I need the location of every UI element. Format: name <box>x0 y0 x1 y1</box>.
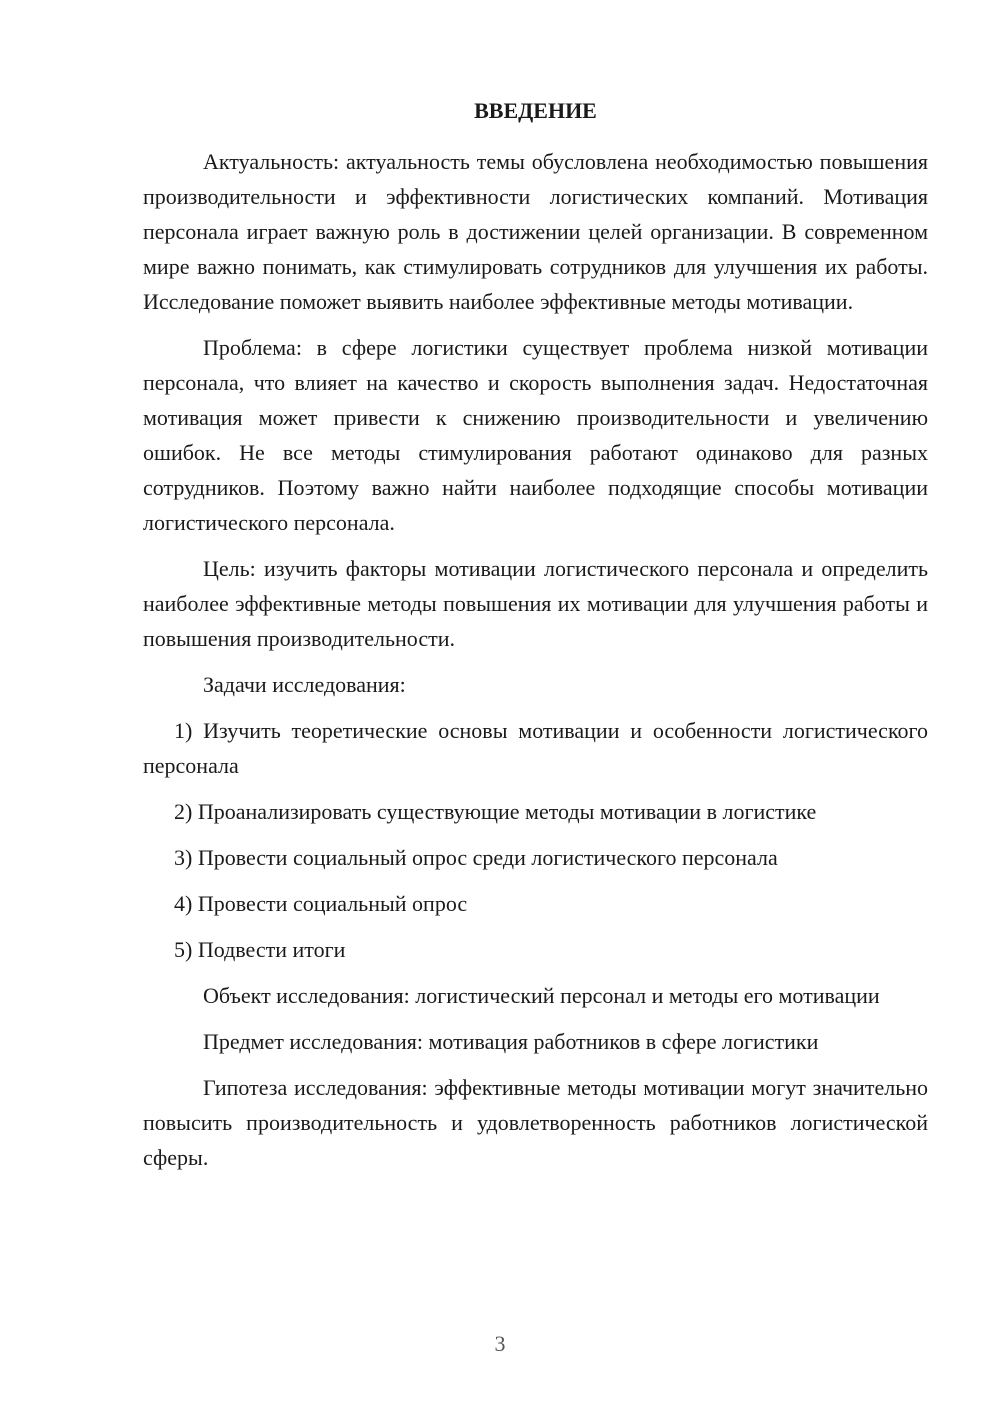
problem-paragraph: Проблема: в сфере логистики существует проблема низкой мотивации персонала, что влияет на качество и скорость выполнения задач. Недостаточная мотивация может привести к снижению производительности и увеличению ошибок. Не все методы стимулирования работают одинаково для разных сотрудников. Поэтому важно найти наиболее подходящие способы мотивации логистического персонала. <box>143 335 928 535</box>
goal-paragraph: Цель: изучить факторы мотивации логистического персонала и определить наиболее эффективные методы повышения их мотивации для улучшения работы и повышения производительности. <box>143 556 928 651</box>
tasks-heading: Задачи исследования: <box>203 672 406 697</box>
hypothesis-paragraph: Гипотеза исследования: эффективные методы мотивации могут значительно повысить производительность и удовлетворенность работников логистической сферы. <box>143 1075 928 1170</box>
task-item-3: 3) Провести социальный опрос среди логистического персонала <box>174 845 778 870</box>
task-item-2: 2) Проанализировать существующие методы мотивации в логистике <box>174 799 817 824</box>
subject-paragraph: Предмет исследования: мотивация работников в сфере логистики <box>203 1029 819 1054</box>
task-item-4: 4) Провести социальный опрос <box>174 891 468 916</box>
task-item-5: 5) Подвести итоги <box>174 937 346 962</box>
object-paragraph: Объект исследования: логистический персонал и методы его мотивации <box>203 983 880 1008</box>
page-title: ВВЕДЕНИЕ <box>474 98 597 123</box>
page-number: 3 <box>494 1331 506 1356</box>
relevance-paragraph: Актуальность: актуальность темы обусловлена необходимостью повышения производительности и эффективности логистических компаний. Мотивация персонала играет важную роль в достижении целей организации. В современном мире важно понимать, как стимулировать сотрудников для улучшения их работы. Исследование поможет выявить наиболее эффективные методы мотивации. <box>143 149 928 314</box>
task-item-1: 1) Изучить теоретические основы мотивации и особенности логистического персонала <box>143 718 928 778</box>
